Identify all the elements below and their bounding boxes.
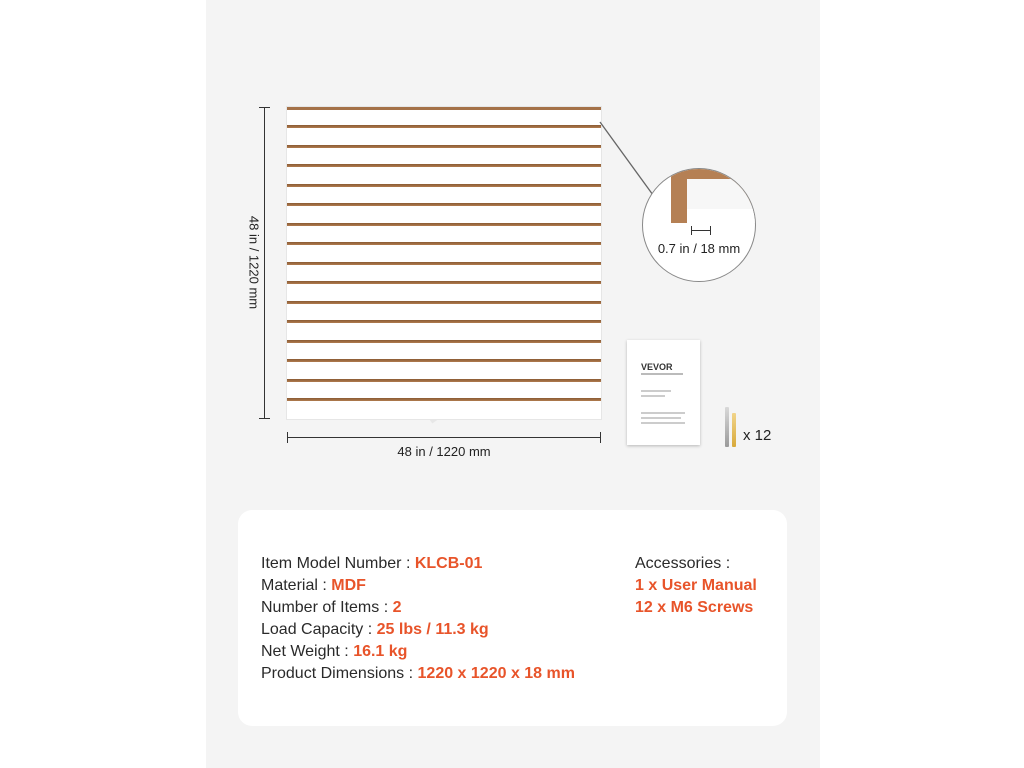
spec-load-capacity [261, 619, 575, 641]
screw-icon [725, 407, 729, 447]
thickness-dimension-line [691, 230, 711, 231]
panel-slot [287, 203, 601, 206]
spec-number-of-items [261, 597, 575, 619]
panel-slot [287, 320, 601, 323]
spec-value: 2 [392, 599, 402, 616]
width-dimension-label: 48 in / 1220 mm [397, 444, 491, 459]
spec-label: Item Model Number : [261, 555, 415, 572]
spec-label: Net Weight : [261, 643, 354, 660]
panel-slot [287, 340, 601, 343]
user-manual-image [627, 340, 700, 445]
manual-text-line [641, 373, 683, 375]
panel-slot [287, 223, 601, 226]
panel-slot [287, 184, 601, 187]
spec-product-dimensions [261, 663, 575, 685]
height-dimension-line [264, 107, 265, 419]
panel-slot [287, 125, 601, 128]
accessories-list [635, 553, 757, 619]
spec-label: Product Dimensions : [261, 665, 418, 682]
manual-text-line [641, 417, 681, 419]
spec-value: 1220 x 1220 x 18 mm [417, 665, 575, 682]
panel-slot [287, 359, 601, 362]
wall-anchor-icon [732, 413, 736, 447]
panel-top-edge [287, 107, 601, 110]
panel-slot [287, 398, 601, 401]
thickness-dimension-label: 0.7 in / 18 mm [657, 241, 741, 256]
accessories-title: Accessories : [635, 555, 731, 572]
screws-image [722, 403, 742, 447]
spec-value: MDF [331, 577, 366, 594]
panel-slot [287, 262, 601, 265]
spec-value: 16.1 kg [353, 643, 408, 660]
manual-brand-logo: VEVOR [641, 362, 673, 372]
spec-value: KLCB-01 [414, 555, 483, 572]
panel-slot [287, 301, 601, 304]
spec-value: 25 lbs / 11.3 kg [376, 621, 489, 638]
spec-list [261, 553, 575, 685]
panel-slot [287, 145, 601, 148]
spec-model-number [261, 553, 575, 575]
spec-label: Load Capacity : [261, 621, 377, 638]
manual-text-line [641, 390, 671, 392]
spec-net-weight [261, 641, 575, 663]
zoom-slot-groove [687, 209, 756, 223]
slatwall-panel-image [287, 107, 601, 419]
manual-text-line [641, 412, 685, 414]
accessory-item: 12 x M6 Screws [635, 599, 754, 616]
screws-quantity-label: x 12 [743, 427, 772, 444]
spec-label: Number of Items : [261, 599, 393, 616]
panel-slot [287, 379, 601, 382]
manual-text-line [641, 422, 685, 424]
spec-label: Material : [261, 577, 332, 594]
panel-slot [287, 242, 601, 245]
specifications-card [238, 510, 787, 726]
manual-text-line [641, 395, 665, 397]
height-dimension-label: 48 in / 1220 mm [246, 215, 262, 310]
panel-slot [287, 281, 601, 284]
zoom-white-face [687, 179, 756, 209]
accessory-item: 1 x User Manual [635, 577, 757, 594]
width-dimension-line [287, 437, 601, 438]
thickness-zoom-detail [642, 168, 756, 282]
panel-slot [287, 164, 601, 167]
spec-material [261, 575, 575, 597]
